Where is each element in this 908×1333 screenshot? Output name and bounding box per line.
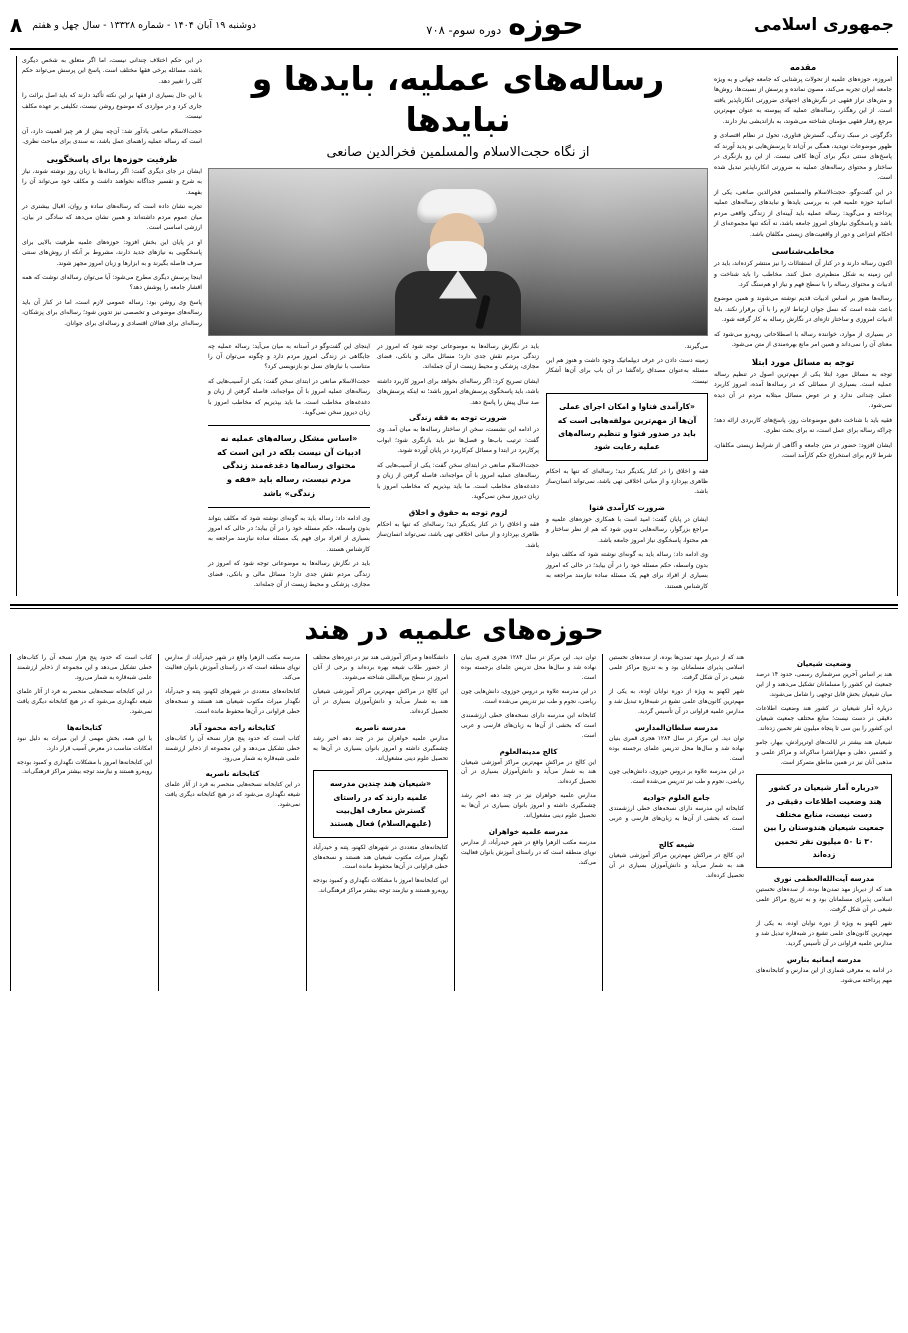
center-col-1: می‌گیرند. زمینه دست دادن در عرف دیپلماتیک وجود داشت و هنوز هم این مسئله به‌عنوان مصداق راه‌گشا در آن باب برای آن‌ها آشکار نیست. «کارآمدی فتاوا و امکان اجرای عملی آن‌ها از مهم‌ترین مولفه‌هایی است که باید در صدور فتوا و تنظیم رساله‌های عملیه رعایت شود فقه و اخلاق را در کنار یکدیگر دید؛ رساله‌ای که تنها به احکام ظاهری بپردازد و از مبانی اخلاقی تهی باشد، نمی‌تواند انسان‌ساز باشد. ضرورت کارآمدی فتوا ایشان در پایان گفت: امید است با همکاری حوزه‌های علمیه و مراجع بزرگوار، رساله‌هایی تدوین شود که هم از نظر ساختار و هم محتوا، پاسخگوی نیاز امروز جامعه باشد. وی ادامه داد: رساله باید به گونه‌ای نوشته شود که مکلف بتواند بدون واسطه، حکم مسئله خود را در آن بیابد؛ در حالی که امروز بسیاری از افراد برای فهم یک مسئله ساده نیازمند مراجعه به کارشناس هستند. <box>546 342 708 590</box>
center-upper-columns <box>208 168 708 342</box>
left-rail-text-2: ایشان در جای دیگری گفت: اگر رساله‌ها با زبان روز نوشته شوند، نیاز به شرح و تفسیر جداگانه نخواهند داشت و مکلف خود می‌تواند آن را بفهمد. تجربه نشان داده است که رساله‌های ساده و روان، اقبال بیشتری در میان عموم مردم داشته‌اند و همین نشان می‌دهد که سادگی در بیان، ارزشی اساسی است. او در پایان این بخش افزود: حوزه‌های علمیه ظرفیت بالایی برای پاسخگویی به نیازهای جدید دارند، مشروط بر آنکه از روش‌های سنتی صرف فاصله بگیرند و به ابزارها و زبان امروز مجهز شوند. اینجا پرسش دیگری مطرح می‌شود: آیا می‌توان رساله‌ای نوشت که همه اقشار جامعه را پوشش دهد؟ پاسخ وی روشن بود: رساله عمومی لازم است، اما در کنار آن باید رساله‌های موضوعی و تخصصی نیز تدوین شود؛ رساله‌ای برای پزشکان، رساله‌ای برای فعالان اقتصادی و رساله‌ای برای جوانان. <box>22 167 202 327</box>
top-article-column-right <box>714 56 898 596</box>
interview-photo <box>208 168 708 336</box>
heading-imaniyeh-banaras: مدرسه ایمانیه بنارس <box>786 954 862 964</box>
center-col-3: اینجای این گفت‌وگو در آستانه به میان می‌آید: رساله عملیه چه جایگاهی در زندگی امروز مردم دارد و چگونه می‌توان آن را متناسب با نیازهای نسل نو بازنویسی کرد؟ حجت‌الاسلام صانعی در ابتدای سخن گفت: یکی از آسیب‌هایی که رساله‌های عملیه امروز با آن مواجه‌اند، فاصله گرفتن از زبان و دغدغه‌های مخاطب است. ما باید بپذیریم که مخاطب امروز با زبان دیروز سخن نمی‌گوید. «اساس مشکل رساله‌های عملیه نه ادبیات آن نیست بلکه در این است که محتوای رساله‌ها دغدغه‌مند زندگی مردم نیست، رساله باید «فقه و زندگی» باشد وی ادامه داد: رساله باید به گونه‌ای نوشته شود که مکلف بتواند بدون واسطه، حکم مسئله خود را در آن بیابد؛ در حالی که امروز بسیاری از افراد برای فهم یک مسئله ساده نیازمند مراجعه به کارشناس هستند. باید در نگارش رساله‌ها به موضوعاتی توجه شود که امروز در زندگی مردم نقش جدی دارد؛ مسائل مالی و بانکی، فضای مجازی، پزشکی و محیط زیست از آن جمله‌اند. <box>208 342 370 589</box>
section-heading-fatwa-efficacy: ضرورت کارآمدی فتوا <box>589 502 665 512</box>
top-article-column-left <box>16 56 202 596</box>
heading-nouri-school: مدرسه آیت‌الله‌العظمی نوری <box>773 874 875 884</box>
bottom-col-1: وضعیت شیعیان هند بر اساس آخرین سرشماری رسمی، حدود ۱۴ درصد جمعیت این کشور را مسلمانان تشکیل می‌دهند و از این میان شیعیان بخش قابل توجهی را شامل می‌شوند. درباره آمار شیعیان در کشور هند وضعیت اطلاعات دقیقی در دست نیست؛ منابع مختلف جمعیت شیعیان این کشور را بین سی تا پنجاه میلیون نفر تخمین زده‌اند. شیعیان هند بیشتر در ایالت‌های اوترپرادش، بیهار، جامو و کشمیر، دهلی و مهاراشترا ساکن‌اند و مراکز علمی و مذهبی آنان نیز در همین مناطق متمرکز است. «درباره آمار شیعیان در کشور هند وضعیت اطلاعات دقیقی در دست نیست، منابع مختلف جمعیت شیعیان هندوستان را بین ۳۰ تا ۵۰ میلیون نفر تخمین زده‌اند مدرسه آیت‌الله‌العظمی نوری هند که از دیرباز مهد تمدن‌ها بوده، از سده‌های نخستین اسلامی پذیرای مسلمانان بود و به تدریج مراکز علمی شیعی در آن شکل گرفت. شهر لکهنو به ویژه از دوره نوابان اوده، به یکی از مهم‌ترین کانون‌های علمی تشیع در شبه‌قاره تبدیل شد و مدارس علمیه فراوانی در آن تأسیس گردید. مدرسه ایمانیه بنارس در ادامه به معرفی شماری از این مدارس و کتابخانه‌های مهم پرداخته می‌شود. <box>756 659 892 984</box>
section-heading-capacity: ظرفیت حوزه‌ها برای پاسخگویی <box>46 153 178 164</box>
section-title: حوزه <box>508 7 584 42</box>
bottom-article-columns <box>10 654 898 990</box>
top-article <box>10 50 898 596</box>
heading-sisters-school: مدرسه علمیه خواهران <box>488 827 569 837</box>
pullquote-shia-schools: «شیعیان هند چندین مدرسه علمیه دارند که در راستای گسترش معارف اهل‌بیت (علیهم‌السلام) فعال هستند <box>313 770 448 837</box>
top-article-center <box>202 56 714 596</box>
section-heading-law-ethics: لزوم توجه به حقوق و اخلاق <box>408 507 508 517</box>
section-heading-intro: مقدمه <box>789 62 817 72</box>
center-col-photo <box>208 168 708 342</box>
center-body-columns <box>208 342 708 597</box>
heading-libraries: کتابخانه‌ها <box>66 722 103 732</box>
bottom-col-6: کتاب است که حدود پنج هزار نسخه آن را کتاب‌های خطی تشکیل می‌دهد و این مجموعه از ذخایر ارزشمند علمی شبه‌قاره به شمار می‌رود. در این کتابخانه نسخه‌هایی منحصر به فرد از آثار علمای شیعه نگهداری می‌شود که در هیچ کتابخانه دیگری یافت نمی‌شود. کتابخانه‌ها با این همه، بخش مهمی از این میراث به دلیل نبود امکانات مناسب در معرض آسیب قرار دارد. این کتابخانه‌ها امروز با مشکلات نگهداری و کمبود بودجه روبه‌رو هستند و نیازمند توجه بیشتر مراکز فرهنگی‌اند. <box>10 654 158 990</box>
section-heading-audience: مخاطب‌شناسی <box>771 246 835 257</box>
heading-nasiriyeh-lib-2: کتابخانه ناصریه <box>205 769 260 779</box>
top-article-headline: رساله‌های عملیه، بایدها و نبایدها <box>251 59 665 140</box>
section-heading-common-issues: توجه به مسائل مورد ابتلا <box>751 356 855 367</box>
photo-subject <box>383 183 533 335</box>
issue-date: دوشنبه ۱۹ آبان ۱۴۰۴ - شماره ۱۳۳۲۸ - سال چهل و هفتم <box>32 19 256 31</box>
bottom-col-5: مدرسه مکتب الزهرا واقع در شهر حیدرآباد، از مدارس نوپای منطقه است که در راستای آموزش بانوان فعالیت می‌کند. کتابخانه‌های متعددی در شهرهای لکهنو، پتنه و حیدرآباد نگهدار میراث مکتوب شیعیان هند هستند و نسخه‌های خطی فراوانی در آن‌ها محفوظ مانده است. کتابخانه راجه محمود آباد کتاب است که حدود پنج هزار نسخه آن را کتاب‌های خطی تشکیل می‌دهد و این مجموعه از ذخایر ارزشمند علمی شبه‌قاره به شمار می‌رود. کتابخانه ناصریه در این کتابخانه نسخه‌هایی منحصر به فرد از آثار علمای شیعه نگهداری می‌شود که در هیچ کتابخانه دیگری یافت نمی‌شود. <box>158 654 306 990</box>
top-article-subheadline: از نگاه حجت‌الاسلام والمسلمین فخرالدین صانعی <box>326 144 590 160</box>
heading-sultan-ul-madaris: مدرسه سلطان‌المدارس <box>634 722 719 732</box>
heading-shia-status: وضعیت شیعیان <box>796 659 852 669</box>
section-subtitle: دوره سوم- ۷۰۸ <box>426 23 502 37</box>
heading-jame-ul-uloom: جامع العلوم جوادیه <box>642 793 711 803</box>
heading-nasiriyeh-library: مدرسه ناصریه <box>355 722 406 732</box>
pullquote-box-fatwa: «کارآمدی فتاوا و امکان اجرای عملی آن‌ها از مهم‌ترین مولفه‌هایی است که باید در صدور فتوا و تنظیم رساله‌های عملیه رعایت شود <box>546 393 708 460</box>
pullquote-risala: «اساس مشکل رساله‌های عملیه نه ادبیات آن نیست بلکه در این است که محتوای رساله‌ها دغدغه‌مند زندگی مردم نیست، رساله باید «فقه و زندگی» باشد <box>208 425 370 508</box>
section-heading-fiqh-of-life: ضرورت توجه به فقه زندگی <box>409 413 507 423</box>
heading-shia-college: شیعه کالج <box>658 840 695 850</box>
intro-text: امروزه، حوزه‌های علمیه از تحولات پرشتابی که جامعه جهانی و به ویژه جامعه ایران تجربه می‌کند، مصون نمانده و پرسش از نسبت‌ها، روش‌ها و متن‌های تراز فقهی در نگرش‌های اجتهادی ضرورتی انکارناپذیر یافته است. از این رهگذر، رساله‌های عملیه که پیوسته به عنوان مهم‌ترین مرجع رفتار فقهی مؤمنان شناخته می‌شوند، به بازاندیشی نیاز دارند. دگرگونی در سبک زندگی، گسترش فناوری، تحول در نظام اقتصادی و ظهور موضوعات نوپدید، همگی بر آن‌اند تا پرسش‌هایی نو پدید آورند که پاسخ‌های سنتی دیگر برای آن‌ها کافی نیست. از این رو بازنگری در ساختار و محتوای رساله‌های عملیه به ضرورتی انکارناپذیر تبدیل شده است. در این گفت‌وگو، حجت‌الاسلام والمسلمین فخرالدین صانعی، یکی از اساتید حوزه علمیه قم، به بررسی بایدها و نبایدهای رساله‌های عملیه پرداخته و می‌گوید: رساله عملیه باید آیینه‌ای از زندگی واقعی مردم باشد و پاسخگوی نیازهای امروز جامعه باشد، نه آنکه تنها مجموعه‌ای از احکام انتزاعی و دور از واقعیت‌های زیستی مکلفان باشد. <box>714 76 892 238</box>
heading-madina-college: کالج مدینه‌العلوم <box>499 746 558 756</box>
bottom-col-2: هند که از دیرباز مهد تمدن‌ها بوده، از سده‌های نخستین اسلامی پذیرای مسلمانان بود و به تدریج مراکز علمی شیعی در آن شکل گرفت. شهر لکهنو به ویژه از دوره نوابان اوده، به یکی از مهم‌ترین کانون‌های علمی تشیع در شبه‌قاره تبدیل شد و مدارس علمیه فراوانی در آن تأسیس گردید. مدرسه سلطان‌المدارس توان دید. این مرکز در سال ۱۲۸۴ هجری قمری بنیان نهاده شد و سال‌ها محل تدریس علمای برجسته بوده است. در این مدرسه علاوه بر دروس حوزوی، دانش‌هایی چون ریاضی، نجوم و طب نیز تدریس می‌شده است. جامع العلوم جوادیه کتابخانه این مدرسه دارای نسخه‌های خطی ارزشمندی است که بخشی از آن‌ها به زبان‌های فارسی و عربی است. شیعه کالج این کالج در مراکش مهم‌ترین مراکز آموزشی شیعیان هند به شمار می‌آید و دانش‌آموزان بسیاری در آن تحصیل کرده‌اند. <box>602 654 750 990</box>
masthead-meta <box>10 13 256 37</box>
bottom-col-3: توان دید. این مرکز در سال ۱۲۸۴ هجری قمری بنیان نهاده شد و سال‌ها محل تدریس علمای برجسته بوده است. در این مدرسه علاوه بر دروس حوزوی، دانش‌هایی چون ریاضی، نجوم و طب نیز تدریس می‌شده است. کتابخانه این مدرسه دارای نسخه‌های خطی ارزشمندی است که بخشی از آن‌ها به زبان‌های فارسی و عربی است. کالج مدینه‌العلوم این کالج در مراکش مهم‌ترین مراکز آموزشی شیعیان هند به شمار می‌آید و دانش‌آموزان بسیاری در آن تحصیل کرده‌اند. مدارس علمیه خواهران نیز در چند دهه اخیر رشد چشمگیری داشته و امروز بانوان بسیاری در آن‌ها به تحصیل علوم دینی مشغول‌اند. مدرسه علمیه خواهران مدرسه مکتب الزهرا واقع در شهر حیدرآباد، از مدارس نوپای منطقه است که در راستای آموزش بانوان فعالیت می‌کند. <box>454 654 602 990</box>
center-col-2: باید در نگارش رساله‌ها به موضوعاتی توجه شود که امروز در زندگی مردم نقش جدی دارد؛ مسائل مالی و بانکی، فضای مجازی، پزشکی و محیط زیست از آن جمله‌اند. ایشان تصریح کرد: اگر رساله‌ای بخواهد برای امروز کاربرد داشته باشد، باید پاسخگوی پرسش‌های امروز باشد؛ نه اینکه پرسش‌های صد سال پیش را پاسخ دهد. ضرورت توجه به فقه زندگی در ادامه این نشست، سخن از ساختار رساله‌ها به میان آمد. وی گفت: ترتیب باب‌ها و فصل‌ها نیز باید بازنگری شود؛ ابواب پرکاربرد در ابتدا و مسائل کم‌کاربرد در پایان آورده شوند. حجت‌الاسلام صانعی در ابتدای سخن گفت: یکی از آسیب‌هایی که رساله‌های عملیه امروز با آن مواجه‌اند، فاصله گرفتن از زبان و دغدغه‌های مخاطب است. ما باید بپذیریم که مخاطب امروز با زبان دیروز سخن نمی‌گوید. لزوم توجه به حقوق و اخلاق فقه و اخلاق را در کنار یکدیگر دید؛ رساله‌ای که تنها به احکام ظاهری بپردازد و از مبانی اخلاقی تهی باشد، نمی‌تواند انسان‌ساز باشد. <box>376 342 539 549</box>
heading-rajah-library: کتابخانه راجه محمود آباد <box>189 722 276 732</box>
bottom-col-4: دانشگاه‌ها و مراکز آموزشی هند نیز در دوره‌های مختلف از حضور طلاب شیعه بهره برده‌اند و برخی از آنان امروز در سطح بین‌المللی شناخته می‌شوند. این کالج در مراکش مهم‌ترین مراکز آموزشی شیعیان هند به شمار می‌آید و دانش‌آموزان بسیاری در آن تحصیل کرده‌اند. مدرسه ناصریه مدارس علمیه خواهران نیز در چند دهه اخیر رشد چشمگیری داشته و امروز بانوان بسیاری در آن‌ها به تحصیل علوم دینی مشغول‌اند. «شیعیان هند چندین مدرسه علمیه دارند که در راستای گسترش معارف اهل‌بیت (علیهم‌السلام) فعال هستند کتابخانه‌های متعددی در شهرهای لکهنو، پتنه و حیدرآباد نگهدار میراث مکتوب شیعیان هند هستند و نسخه‌های خطی فراوانی در آن‌ها محفوظ مانده است. این کتابخانه‌ها امروز با مشکلات نگهداری و کمبود بودجه روبه‌رو هستند و نیازمند توجه بیشتر مراکز فرهنگی‌اند. <box>306 654 454 990</box>
publication-logo: جمهوری اسلامی <box>754 15 894 35</box>
pullquote-shia-population: «درباره آمار شیعیان در کشور هند وضعیت اطلاعات دقیقی در دست نیست، منابع مختلف جمعیت شیعیان هندوستان را بین ۳۰ تا ۵۰ میلیون نفر تخمین زده‌اند <box>756 774 892 868</box>
article-divider-thin <box>10 608 898 609</box>
bottom-article <box>10 615 898 990</box>
page-number: ۸ <box>10 13 23 37</box>
masthead <box>10 6 898 50</box>
section-title-group <box>256 7 754 42</box>
common-issues-text: توجه به مسائل مورد ابتلا یکی از مهم‌ترین اصول در تنظیم رساله عملیه است. بسیاری از مسائلی که در رساله‌ها آمده، امروز کاربرد عملی چندانی ندارد و در عوض مسائل مبتلابه مردم در آن دیده نمی‌شود. فقیه باید با شناخت دقیق موضوعات روز، پاسخ‌های کاربردی ارائه دهد؛ چراکه رساله برای عمل است، نه برای بحث نظری. ایشان افزود: حضور در متن جامعه و آگاهی از شرایط زیستی مکلفان، شرط لازم برای استخراج حکم کارآمد است. <box>714 370 892 460</box>
left-rail-text-1: در این حکم اختلاف چندانی نیست، اما اگر متعلق به شخص دیگری باشد، مسائله برخی فقها مختلف است. پاسخ این پرسش می‌تواند حکم کلی را تغییر دهد. با این حال بسیاری از فقها بر این نکته تأکید دارند که باید اصل برائت را جاری کرد و در مواردی که موضوع روشن نیست، تکلیفی بر عهده مکلف نیست. حجت‌الاسلام صانعی یادآور شد: آن‌چه بیش از هر چیز اهمیت دارد، آن است که رساله عملیه راهنمای عمل باشد، نه سندی برای مباحث نظری. <box>22 57 202 146</box>
bottom-article-headline: حوزه‌های علمیه در هند <box>304 615 604 647</box>
article-divider-thick <box>10 604 898 606</box>
audience-text: اکنون رساله دارند و در کنار آن استفتائات را نیز منتشر کرده‌اند، باید در این زمینه به شکل منظم‌تری عمل کنند. مخاطب را باید شناخت و ادبیات و محتوای رساله را با سطح فهم و نیاز او هم‌سنگ کرد. رساله‌ها هنوز بر اساس ادبیات قدیم نوشته می‌شوند و همین موضوع باعث شده است که نسل جوان ارتباط لازم را با آن برقرار نکند. باید ادبیات امروزی و ساختار تازه‌ای در نگارش رساله به کار گرفته شود. در بسیاری از موارد، خواننده رساله با اصطلاحاتی روبه‌رو می‌شود که معنای آن را نمی‌داند و همین امر مانع بهره‌مندی از متن می‌شود. <box>714 260 892 349</box>
